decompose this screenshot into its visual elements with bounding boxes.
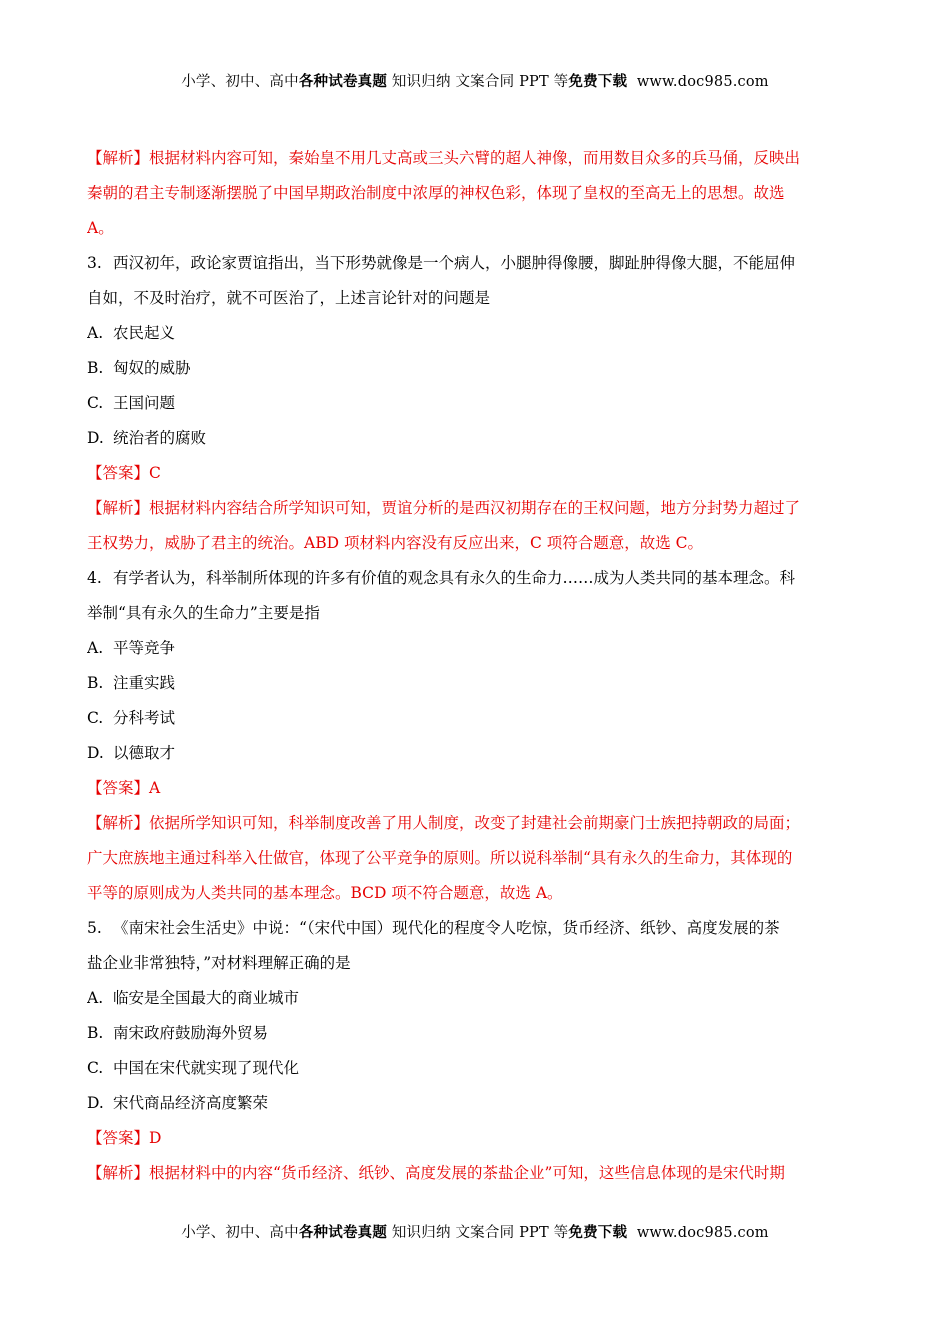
analysis-line [87, 806, 862, 841]
footer-url-link[interactable]: www.doc985.com [636, 1225, 769, 1241]
question-text: 《南宋社会生活史》中说：“（宋代中国）现代化的程度令人吃惊，货币经济、纸钞、高度发展的茶 [113, 919, 780, 937]
question-number: 5. [87, 919, 102, 937]
header-text-1: 小学、初中、高中 [181, 74, 299, 90]
option-d [87, 1086, 862, 1121]
option-text: 南宋政府鼓励海外贸易 [113, 1024, 269, 1042]
option-text: 匈奴的威胁 [113, 359, 191, 377]
analysis-text: 根据材料内容结合所学知识可知，贾谊分析的是西汉初期存在的王权问题，地方分封势力超过了 [149, 499, 801, 517]
analysis-text: A。 [87, 219, 114, 237]
option-b [87, 666, 862, 701]
page-header [0, 70, 950, 91]
analysis-line [87, 211, 862, 246]
answer-label: 【答案】 [87, 464, 150, 482]
answer-line [87, 456, 862, 491]
option-text: 分科考试 [113, 709, 176, 727]
option-letter: B. [87, 674, 104, 692]
option-c [87, 1051, 862, 1086]
footer-text-2: 知识归纳 文案合同 PPT 等 [387, 1225, 569, 1241]
option-text: 中国在宋代就实现了现代化 [113, 1059, 300, 1077]
question-number: 3. [87, 254, 102, 272]
answer-line [87, 771, 862, 806]
analysis-text: 平等的原则成为人类共同的基本理念。BCD 项不符合题意，故选 A。 [87, 884, 563, 902]
answer-value: A [149, 779, 161, 797]
option-letter: A. [87, 639, 104, 657]
header-text-2: 知识归纳 文案合同 PPT 等 [387, 74, 569, 90]
question-number: 4. [87, 569, 102, 587]
option-text: 平等竞争 [113, 639, 176, 657]
option-letter: C. [87, 394, 104, 412]
option-a [87, 316, 862, 351]
analysis-line [87, 526, 862, 561]
answer-line [87, 1121, 862, 1156]
question-5-stem [87, 946, 862, 981]
option-letter: B. [87, 1024, 104, 1042]
analysis-line [87, 876, 862, 911]
option-letter: B. [87, 359, 104, 377]
option-letter: D. [87, 1094, 104, 1112]
option-b [87, 1016, 862, 1051]
document-content [87, 141, 862, 1191]
analysis-text: 根据材料中的内容“货币经济、纸钞、高度发展的茶盐企业”可知，这些信息体现的是宋代时期 [149, 1164, 785, 1182]
analysis-line [87, 141, 862, 176]
question-3-stem [87, 281, 862, 316]
footer-bold-1: 各种试卷真题 [298, 1224, 388, 1241]
option-text: 以德取才 [113, 744, 176, 762]
analysis-text: 秦朝的君主专制逐渐摆脱了中国早期政治制度中浓厚的神权色彩，体现了皇权的至高无上的思想。故选 [87, 184, 785, 202]
option-letter: A. [87, 989, 104, 1007]
option-letter: A. [87, 324, 104, 342]
analysis-line [87, 491, 862, 526]
option-text: 王国问题 [113, 394, 176, 412]
option-letter: D. [87, 429, 104, 447]
option-text: 宋代商品经济高度繁荣 [113, 1094, 269, 1112]
option-letter: C. [87, 709, 104, 727]
analysis-line [87, 1156, 862, 1191]
question-5-stem [87, 911, 862, 946]
option-text: 农民起义 [113, 324, 176, 342]
analysis-line [87, 176, 862, 211]
analysis-line [87, 841, 862, 876]
question-text: 有学者认为，科举制所体现的许多有价值的观念具有永久的生命力……成为人类共同的基本理念。科 [113, 569, 796, 587]
question-3-stem [87, 246, 862, 281]
footer-text-1: 小学、初中、高中 [181, 1225, 299, 1241]
header-url-link[interactable]: www.doc985.com [636, 74, 769, 90]
option-c [87, 701, 862, 736]
option-d [87, 736, 862, 771]
option-letter: C. [87, 1059, 104, 1077]
analysis-text: 根据材料内容可知，秦始皇不用几丈高或三头六臂的超人神像，而用数目众多的兵马俑，反映出 [149, 149, 801, 167]
analysis-text: 依据所学知识可知，科举制度改善了用人制度，改变了封建社会前期豪门士族把持朝政的局面； [149, 814, 801, 832]
question-text: 西汉初年，政论家贾谊指出，当下形势就像是一个病人，小腿肿得像腰，脚趾肿得像大腿，不能屈伸 [113, 254, 796, 272]
question-text: 自如，不及时治疗，就不可医治了，上述言论针对的问题是 [87, 289, 491, 307]
option-c [87, 386, 862, 421]
analysis-text: 王权势力，威胁了君主的统治。ABD 项材料内容没有反应出来，C 项符合题意，故选 C。 [87, 534, 704, 552]
footer-bold-2: 免费下载 [568, 1224, 628, 1241]
analysis-label: 【解析】 [87, 499, 150, 517]
question-text: 盐企业非常独特，”对材料理解正确的是 [87, 954, 351, 972]
analysis-label: 【解析】 [87, 1164, 150, 1182]
header-bold-2: 免费下载 [568, 73, 628, 90]
header-bold-1: 各种试卷真题 [298, 73, 388, 90]
option-text: 临安是全国最大的商业城市 [113, 989, 300, 1007]
answer-label: 【答案】 [87, 779, 150, 797]
question-4-stem [87, 596, 862, 631]
option-d [87, 421, 862, 456]
option-text: 注重实践 [113, 674, 176, 692]
page-footer [0, 1221, 950, 1242]
option-text: 统治者的腐败 [113, 429, 207, 447]
analysis-label: 【解析】 [87, 149, 150, 167]
option-a [87, 631, 862, 666]
analysis-text: 广大庶族地主通过科举入仕做官，体现了公平竞争的原则。所以说科举制“具有永久的生命力，其体现的 [87, 849, 793, 867]
answer-value: D [149, 1129, 162, 1147]
question-4-stem [87, 561, 862, 596]
option-b [87, 351, 862, 386]
question-text: 举制“具有永久的生命力”主要是指 [87, 604, 320, 622]
analysis-label: 【解析】 [87, 814, 150, 832]
option-letter: D. [87, 744, 104, 762]
answer-label: 【答案】 [87, 1129, 150, 1147]
answer-value: C [149, 464, 161, 482]
option-a [87, 981, 862, 1016]
